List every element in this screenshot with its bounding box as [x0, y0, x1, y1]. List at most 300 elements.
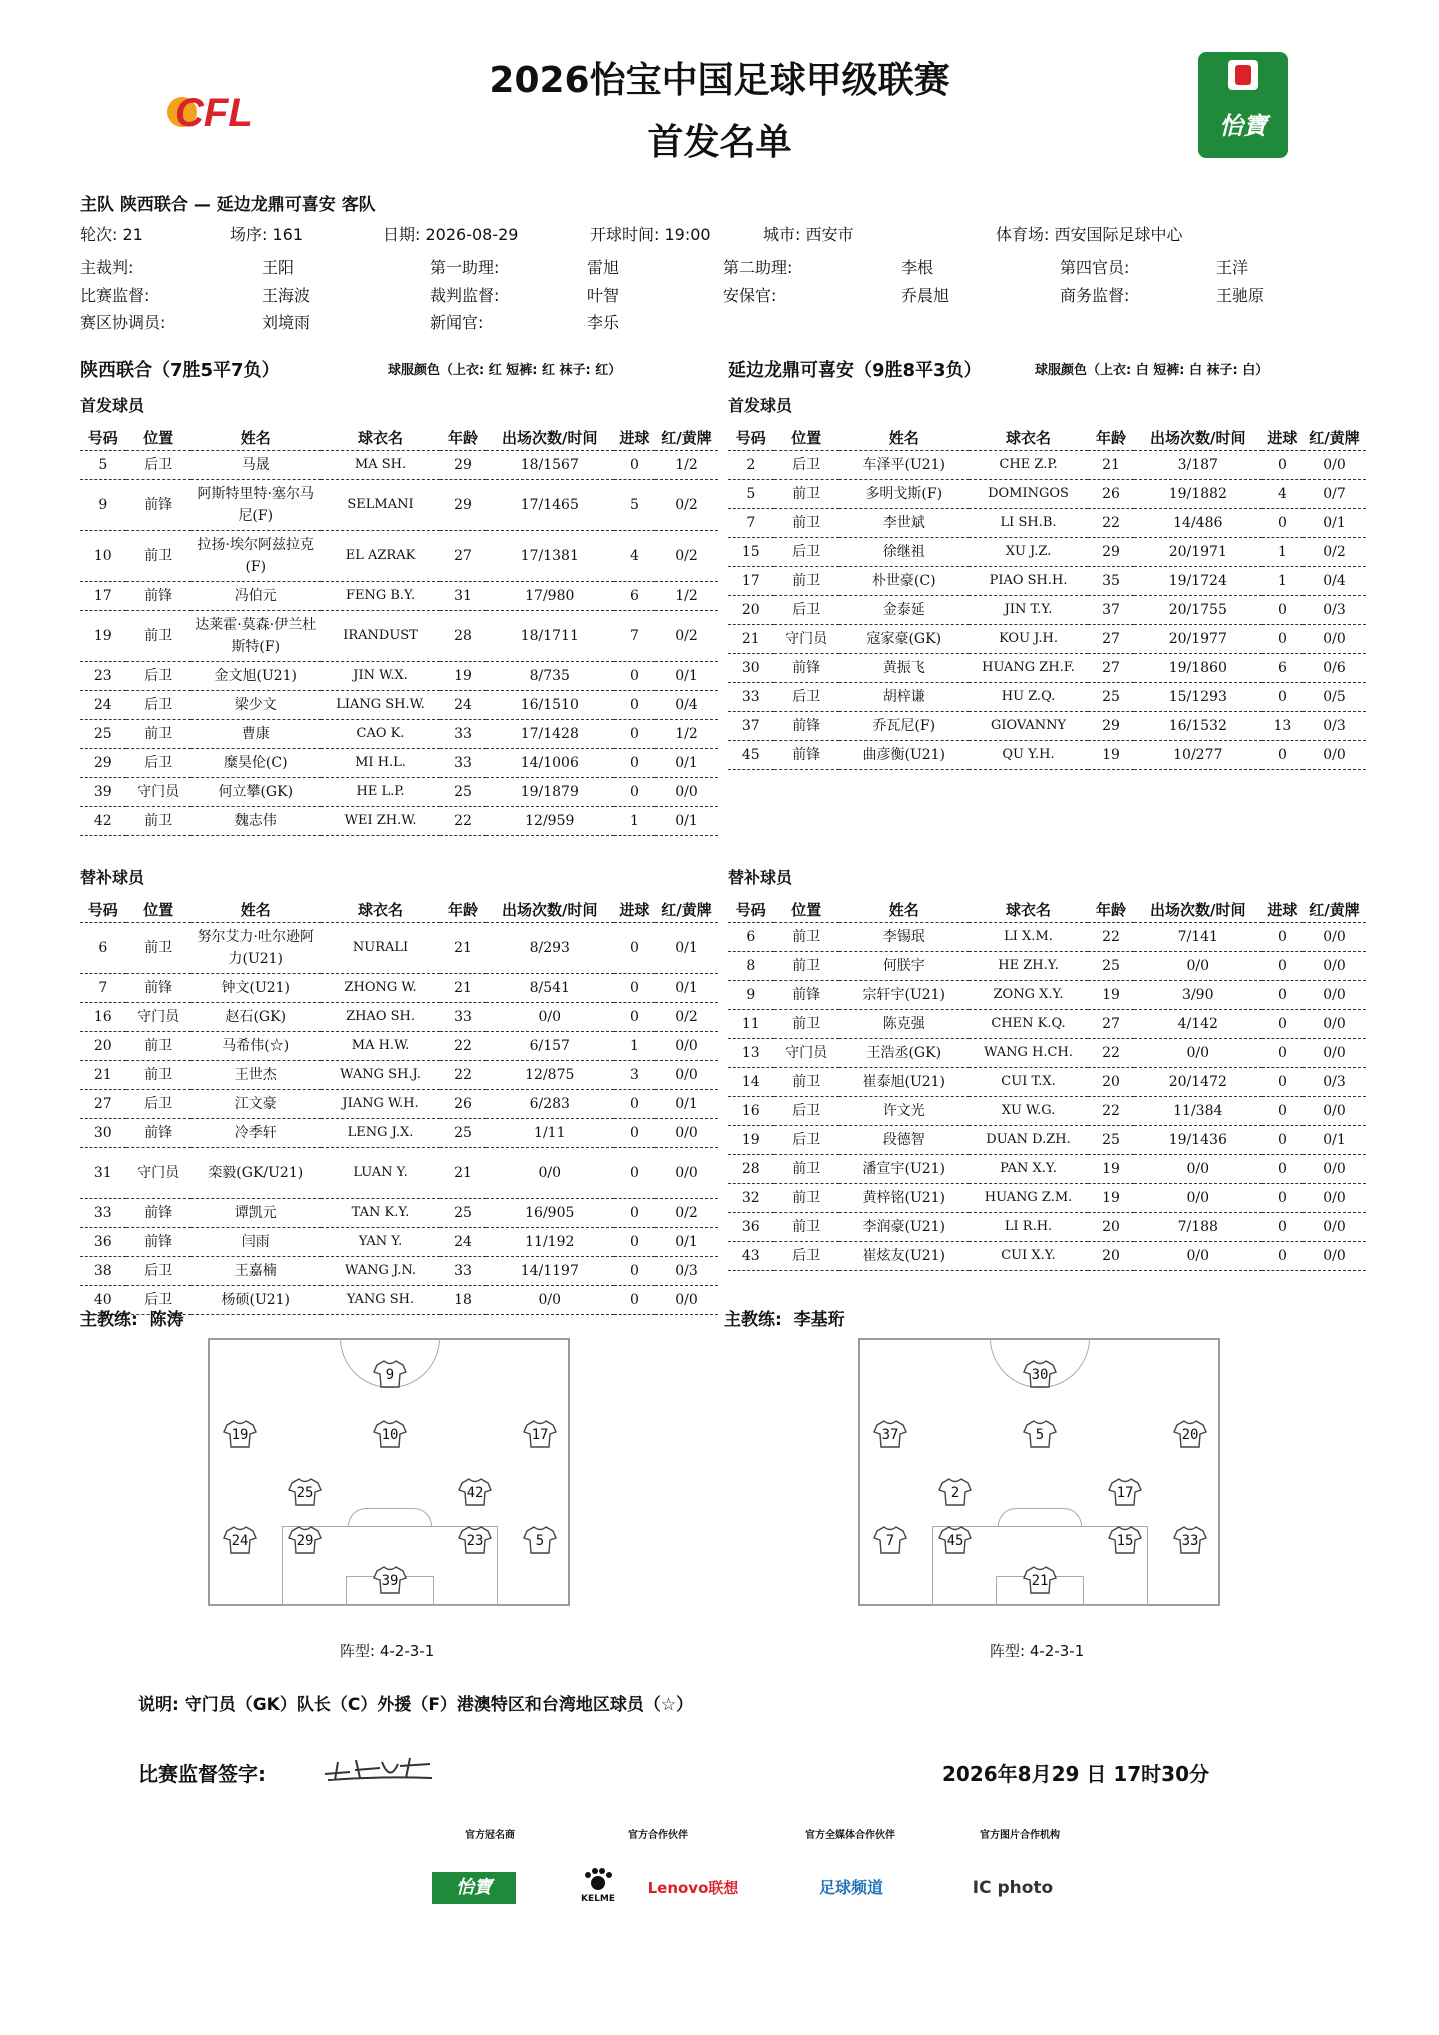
player-shirt-icon	[223, 1525, 257, 1555]
cards: 0/6	[1303, 654, 1366, 683]
player-name: 曹康	[191, 720, 321, 749]
position: 前卫	[126, 611, 191, 662]
appearances: 17/1465	[486, 480, 614, 531]
table-row	[80, 1148, 718, 1199]
player-shirt-icon	[1108, 1477, 1142, 1507]
player-name: 王世杰	[191, 1061, 321, 1090]
appearances: 3/187	[1134, 451, 1262, 480]
shirt-number: 36	[80, 1228, 126, 1257]
shirt-name: SELMANI	[321, 480, 440, 531]
partner-logo-kelme: KELME	[578, 1868, 618, 1912]
player-shirt-icon	[938, 1477, 972, 1507]
shirt-number: 45	[728, 741, 774, 770]
signature	[320, 1752, 440, 1790]
column-header: 出场次数/时间	[486, 896, 614, 923]
age: 27	[1088, 625, 1134, 654]
position: 前锋	[126, 1199, 191, 1228]
home-coach: 主教练: 陈涛	[80, 1310, 184, 1330]
player-shirt-icon	[523, 1525, 557, 1555]
column-header: 号码	[728, 424, 774, 451]
shirt-number-label: 39	[381, 1573, 399, 1589]
goals: 0	[614, 1257, 655, 1286]
shirt-number: 13	[728, 1039, 774, 1068]
column-header: 位置	[126, 424, 191, 451]
player-name: 栾毅(GK/U21)	[191, 1148, 321, 1199]
age: 22	[1088, 509, 1134, 538]
column-header: 球衣名	[969, 424, 1088, 451]
age: 19	[1088, 741, 1134, 770]
appearances: 0/0	[486, 1148, 614, 1199]
cards: 0/0	[1303, 741, 1366, 770]
shirt-name: HUANG ZH.F.	[969, 654, 1088, 683]
player-shirt-icon	[458, 1525, 492, 1555]
away-starters-label: 首发球员	[728, 396, 793, 415]
player-name: 崔泰旭(U21)	[839, 1068, 969, 1097]
table-row	[80, 1119, 718, 1148]
cards: 0/1	[1303, 509, 1366, 538]
table-row	[728, 1039, 1366, 1068]
goals: 0	[614, 923, 655, 974]
age: 35	[1088, 567, 1134, 596]
goals: 0	[1262, 1039, 1303, 1068]
position: 前锋	[126, 480, 191, 531]
cards: 0/0	[1303, 451, 1366, 480]
shirt-number-label: 45	[946, 1533, 964, 1549]
appearances: 15/1293	[1134, 683, 1262, 712]
player-shirt-icon	[1108, 1525, 1142, 1555]
home-kit-colors: 球服颜色（上衣: 红 短裤: 红 袜子: 红）	[388, 363, 622, 378]
shirt-name: HU Z.Q.	[969, 683, 1088, 712]
column-header: 位置	[774, 896, 839, 923]
shirt-number-label: 17	[531, 1427, 549, 1443]
goals: 0	[614, 749, 655, 778]
appearances: 19/1879	[486, 778, 614, 807]
age: 33	[440, 1257, 486, 1286]
goals: 0	[1262, 952, 1303, 981]
shirt-number: 7	[80, 974, 126, 1003]
player-name: 马晟	[191, 451, 321, 480]
goals: 0	[614, 1286, 655, 1315]
cards: 0/1	[655, 1090, 718, 1119]
position: 后卫	[774, 451, 839, 480]
age: 20	[1088, 1068, 1134, 1097]
table-row	[728, 625, 1366, 654]
table-row	[728, 1097, 1366, 1126]
table-row	[80, 923, 718, 974]
cards: 0/0	[1303, 1010, 1366, 1039]
shirt-name: MA SH.	[321, 451, 440, 480]
goals: 0	[1262, 596, 1303, 625]
goals: 0	[1262, 1213, 1303, 1242]
shirt-number-label: 42	[466, 1485, 484, 1501]
cards: 0/0	[1303, 1213, 1366, 1242]
column-header: 姓名	[191, 424, 321, 451]
cards: 0/2	[655, 531, 718, 582]
cards: 0/2	[655, 480, 718, 531]
goals: 0	[1262, 509, 1303, 538]
cards: 0/3	[1303, 596, 1366, 625]
table-row	[80, 807, 718, 836]
shirt-name: WANG H.CH.	[969, 1039, 1088, 1068]
goals: 0	[614, 974, 655, 1003]
shirt-number: 20	[728, 596, 774, 625]
official-label: 第二助理:	[723, 258, 793, 277]
position: 后卫	[126, 451, 191, 480]
table-row	[728, 596, 1366, 625]
column-header: 号码	[728, 896, 774, 923]
age: 27	[1088, 1010, 1134, 1039]
shirt-number: 9	[728, 981, 774, 1010]
table-row	[728, 683, 1366, 712]
game-no: 场序: 161	[230, 225, 304, 244]
table-row	[80, 451, 718, 480]
position: 前卫	[126, 531, 191, 582]
official-label: 商务监督:	[1060, 286, 1130, 305]
shirt-number: 43	[728, 1242, 774, 1271]
column-header: 位置	[774, 424, 839, 451]
appearances: 1/11	[486, 1119, 614, 1148]
shirt-name: XU J.Z.	[969, 538, 1088, 567]
player-name: 寇家豪(GK)	[839, 625, 969, 654]
goals: 0	[1262, 1242, 1303, 1271]
column-header: 红/黄牌	[655, 896, 718, 923]
goals: 0	[614, 720, 655, 749]
position: 后卫	[774, 683, 839, 712]
table-row	[80, 1199, 718, 1228]
player-shirt-icon	[288, 1525, 322, 1555]
position: 前卫	[774, 952, 839, 981]
cards: 1/2	[655, 720, 718, 749]
player-name: 冷季轩	[191, 1119, 321, 1148]
position: 后卫	[126, 749, 191, 778]
shirt-number: 15	[728, 538, 774, 567]
position: 前卫	[774, 1068, 839, 1097]
cards: 0/0	[655, 1061, 718, 1090]
shirt-number: 6	[80, 923, 126, 974]
cards: 0/1	[655, 807, 718, 836]
table-row	[80, 720, 718, 749]
age: 19	[1088, 1184, 1134, 1213]
player-name: 李润豪(U21)	[839, 1213, 969, 1242]
position: 前锋	[126, 1119, 191, 1148]
shirt-number-label: 20	[1181, 1427, 1199, 1443]
away-subs-table	[728, 896, 1366, 1271]
position: 前卫	[774, 923, 839, 952]
player-name: 潘宣宇(U21)	[839, 1155, 969, 1184]
appearances: 16/905	[486, 1199, 614, 1228]
appearances: 3/90	[1134, 981, 1262, 1010]
home-starters-table	[80, 424, 718, 836]
appearances: 10/277	[1134, 741, 1262, 770]
shirt-number: 42	[80, 807, 126, 836]
cards: 0/3	[1303, 712, 1366, 741]
shirt-number: 21	[80, 1061, 126, 1090]
cards: 0/1	[655, 923, 718, 974]
shirt-number: 37	[728, 712, 774, 741]
position: 后卫	[126, 1286, 191, 1315]
shirt-number: 23	[80, 662, 126, 691]
age: 24	[440, 1228, 486, 1257]
age: 25	[1088, 952, 1134, 981]
official-name: 李乐	[587, 313, 620, 332]
match-date: 日期: 2026-08-29	[383, 225, 519, 244]
player-shirt-icon	[873, 1525, 907, 1555]
player-shirt-icon	[373, 1359, 407, 1389]
player-name: 何朕宇	[839, 952, 969, 981]
official-name: 王洋	[1216, 258, 1249, 277]
appearances: 12/959	[486, 807, 614, 836]
city: 城市: 西安市	[763, 225, 854, 244]
player-name: 黄梓铭(U21)	[839, 1184, 969, 1213]
player-shirt-icon	[373, 1565, 407, 1595]
age: 25	[1088, 1126, 1134, 1155]
table-row	[728, 923, 1366, 952]
age: 33	[440, 1003, 486, 1032]
cards: 0/1	[655, 974, 718, 1003]
partner-label: 官方冠名商	[465, 1830, 515, 1841]
official-name: 刘境雨	[262, 313, 311, 332]
appearances: 18/1711	[486, 611, 614, 662]
partner-logo-football-channel: 足球频道	[818, 1878, 883, 1897]
away-subs-label: 替补球员	[728, 868, 793, 887]
table-row	[728, 1010, 1366, 1039]
shirt-number: 33	[728, 683, 774, 712]
age: 33	[440, 749, 486, 778]
away-coach: 主教练: 李基珩	[724, 1310, 845, 1330]
round: 轮次: 21	[80, 225, 143, 244]
age: 29	[440, 451, 486, 480]
page-subtitle: 首发名单	[647, 122, 792, 163]
shirt-number: 6	[728, 923, 774, 952]
player-name: 闫雨	[191, 1228, 321, 1257]
appearances: 19/1724	[1134, 567, 1262, 596]
goals: 6	[614, 582, 655, 611]
position: 守门员	[126, 1003, 191, 1032]
position: 前卫	[774, 480, 839, 509]
cards: 0/1	[1303, 1126, 1366, 1155]
position: 后卫	[774, 1097, 839, 1126]
appearances: 8/293	[486, 923, 614, 974]
position: 前锋	[774, 712, 839, 741]
position: 前卫	[126, 807, 191, 836]
shirt-name: HE ZH.Y.	[969, 952, 1088, 981]
player-name: 金泰延	[839, 596, 969, 625]
position: 前卫	[126, 923, 191, 974]
table-row	[80, 778, 718, 807]
goals: 0	[1262, 683, 1303, 712]
shirt-number: 9	[80, 480, 126, 531]
home-formation-pitch	[208, 1338, 570, 1606]
shirt-name: PAN X.Y.	[969, 1155, 1088, 1184]
position: 守门员	[774, 625, 839, 654]
shirt-name: JIN W.X.	[321, 662, 440, 691]
age: 27	[1088, 654, 1134, 683]
goals: 0	[614, 1119, 655, 1148]
home-subs-table	[80, 896, 718, 1315]
column-header: 进球	[1262, 896, 1303, 923]
partner-label: 官方全媒体合作伙伴	[805, 1830, 895, 1841]
cards: 0/1	[655, 749, 718, 778]
shirt-name: YANG SH.	[321, 1286, 440, 1315]
appearances: 11/192	[486, 1228, 614, 1257]
shirt-name: ZHAO SH.	[321, 1003, 440, 1032]
home-formation: 阵型: 4-2-3-1	[340, 1642, 435, 1660]
goals: 0	[614, 1228, 655, 1257]
column-header: 姓名	[839, 424, 969, 451]
table-row	[80, 1257, 718, 1286]
appearances: 7/188	[1134, 1213, 1262, 1242]
position: 守门员	[774, 1039, 839, 1068]
age: 22	[440, 1032, 486, 1061]
shirt-name: FENG B.Y.	[321, 582, 440, 611]
table-row	[728, 1126, 1366, 1155]
table-row	[728, 654, 1366, 683]
appearances: 14/486	[1134, 509, 1262, 538]
appearances: 19/1882	[1134, 480, 1262, 509]
goals: 7	[614, 611, 655, 662]
goals: 1	[1262, 538, 1303, 567]
column-header: 年龄	[1088, 896, 1134, 923]
column-header: 年龄	[1088, 424, 1134, 451]
official-label: 比赛监督:	[80, 286, 150, 305]
column-header: 姓名	[839, 896, 969, 923]
goals: 0	[614, 1090, 655, 1119]
shirt-number-label: 9	[385, 1367, 395, 1383]
partner-label: 官方图片合作机构	[980, 1830, 1060, 1841]
shirt-number: 29	[80, 749, 126, 778]
goals: 4	[614, 531, 655, 582]
table-row	[80, 749, 718, 778]
player-shirt-icon	[1173, 1525, 1207, 1555]
cards: 0/0	[1303, 1155, 1366, 1184]
goals: 6	[1262, 654, 1303, 683]
appearances: 17/1381	[486, 531, 614, 582]
shirt-number-label: 19	[231, 1427, 249, 1443]
shirt-name: CHE Z.P.	[969, 451, 1088, 480]
age: 37	[1088, 596, 1134, 625]
shirt-name: CHEN K.Q.	[969, 1010, 1088, 1039]
age: 22	[1088, 1097, 1134, 1126]
position: 后卫	[126, 1090, 191, 1119]
age: 25	[1088, 683, 1134, 712]
shirt-name: LI X.M.	[969, 923, 1088, 952]
shirt-number: 19	[728, 1126, 774, 1155]
age: 21	[440, 974, 486, 1003]
table-row	[80, 531, 718, 582]
player-name: 杨硕(U21)	[191, 1286, 321, 1315]
position: 前锋	[126, 1228, 191, 1257]
appearances: 16/1510	[486, 691, 614, 720]
shirt-number: 19	[80, 611, 126, 662]
shirt-number-label: 17	[1116, 1485, 1134, 1501]
official-label: 赛区协调员:	[80, 313, 166, 332]
table-row	[728, 1068, 1366, 1097]
age: 22	[440, 1061, 486, 1090]
table-row	[80, 1061, 718, 1090]
player-name: 拉扬·埃尔阿兹拉克(F)	[191, 531, 321, 582]
cards: 0/5	[1303, 683, 1366, 712]
column-header: 号码	[80, 896, 126, 923]
appearances: 0/0	[1134, 1039, 1262, 1068]
pitch-line	[348, 1508, 432, 1526]
home-starters-label: 首发球员	[80, 396, 145, 415]
appearances: 12/875	[486, 1061, 614, 1090]
position: 守门员	[126, 778, 191, 807]
player-shirt-icon	[938, 1525, 972, 1555]
shirt-name: LI R.H.	[969, 1213, 1088, 1242]
shirt-name: PIAO SH.H.	[969, 567, 1088, 596]
home-team-heading: 陕西联合（7胜5平7负）	[80, 360, 280, 381]
appearances: 0/0	[1134, 1184, 1262, 1213]
age: 20	[1088, 1213, 1134, 1242]
column-header: 进球	[1262, 424, 1303, 451]
table-row	[80, 662, 718, 691]
column-header: 进球	[614, 896, 655, 923]
appearances: 0/0	[486, 1003, 614, 1032]
goals: 1	[614, 807, 655, 836]
goals: 4	[1262, 480, 1303, 509]
shirt-number-label: 2	[950, 1485, 960, 1501]
age: 31	[440, 582, 486, 611]
signature-label: 比赛监督签字:	[138, 1762, 266, 1786]
sponsor-logo-text: 怡寶	[1219, 112, 1267, 140]
player-name: 魏志伟	[191, 807, 321, 836]
player-shirt-icon	[1173, 1419, 1207, 1449]
table-row	[728, 1184, 1366, 1213]
cards: 1/2	[655, 582, 718, 611]
cards: 0/2	[655, 611, 718, 662]
shirt-name: WANG J.N.	[321, 1257, 440, 1286]
partner-logo-yibao: 怡寶	[432, 1872, 516, 1904]
position: 前锋	[774, 654, 839, 683]
table-row	[80, 582, 718, 611]
shirt-number: 33	[80, 1199, 126, 1228]
shirt-name: XU W.G.	[969, 1097, 1088, 1126]
player-name: 胡梓谦	[839, 683, 969, 712]
shirt-number: 40	[80, 1286, 126, 1315]
shirt-name: IRANDUST	[321, 611, 440, 662]
age: 22	[440, 807, 486, 836]
page-title: 2026怡宝中国足球甲级联赛	[489, 60, 950, 101]
shirt-number: 10	[80, 531, 126, 582]
table-row	[728, 1213, 1366, 1242]
appearances: 20/1971	[1134, 538, 1262, 567]
player-name: 努尔艾力·吐尔逊阿力(U21)	[191, 923, 321, 974]
goals: 0	[1262, 1010, 1303, 1039]
signature-date: 2026年8月29 日 17时30分	[942, 1762, 1210, 1786]
player-name: 乔瓦尼(F)	[839, 712, 969, 741]
cards: 0/0	[655, 778, 718, 807]
player-name: 达莱霍·莫森·伊兰杜斯特(F)	[191, 611, 321, 662]
player-shirt-icon	[223, 1419, 257, 1449]
sponsor-logo	[1198, 52, 1288, 158]
shirt-number: 11	[728, 1010, 774, 1039]
appearances: 7/141	[1134, 923, 1262, 952]
position: 后卫	[126, 662, 191, 691]
column-header: 出场次数/时间	[1134, 424, 1262, 451]
appearances: 0/0	[1134, 1155, 1262, 1184]
goals: 3	[614, 1061, 655, 1090]
shirt-number: 32	[728, 1184, 774, 1213]
shirt-number: 20	[80, 1032, 126, 1061]
partner-logo-lenovo: Lenovo联想	[647, 1879, 739, 1897]
shirt-name: GIOVANNY	[969, 712, 1088, 741]
table-row	[80, 1228, 718, 1257]
table-row	[728, 1242, 1366, 1271]
player-name: 谭凯元	[191, 1199, 321, 1228]
cards: 0/0	[1303, 952, 1366, 981]
player-name: 黄振飞	[839, 654, 969, 683]
